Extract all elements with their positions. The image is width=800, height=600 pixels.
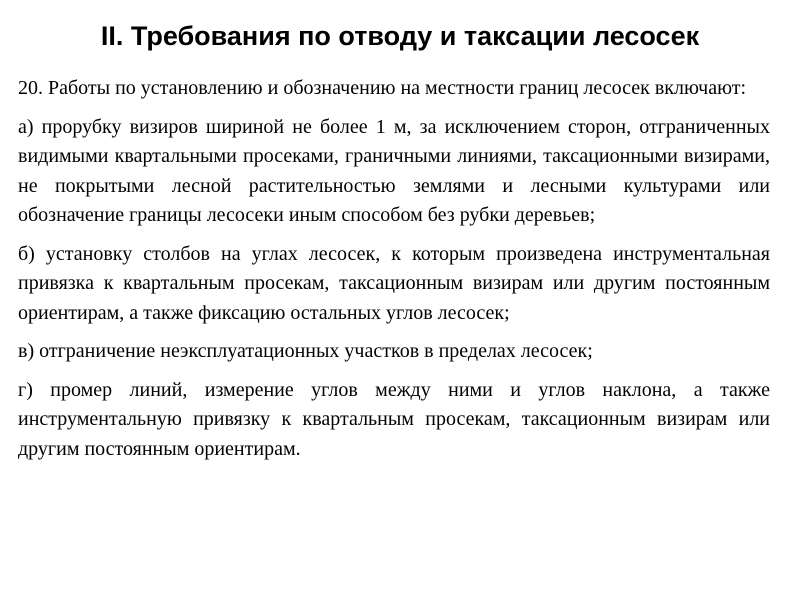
paragraph-item-v: в) отграничение неэксплуатационных участков в пределах лесосек; [18, 340, 593, 362]
slide-body [18, 74, 770, 473]
slide-title: II. Требования по отводу и таксации лесосек [100, 21, 700, 51]
paragraph-intro: 20. Работы по установлению и обозначению на местности границ лесосек включают: [18, 77, 747, 99]
paragraph-item-a: а) прорубку визиров шириной не более 1 м, за исключением сторон, отграниченных видимыми квартальными просеками, граничными линиями, таксационными визирами, не покрытыми лесной растительностью землями и лесными культурами или обозначение границы лесосеки иным способом без рубки деревьев; [18, 115, 770, 226]
paragraph-item-g: г) промер линий, измерение углов между ними и углов наклона, а также инструментальную привязку к квартальным просекам, таксационным визирам или другим постоянным ориентирам. [18, 378, 770, 460]
paragraph-item-b: б) установку столбов на углах лесосек, к которым произведена инструментальная привязка к квартальным просекам, таксационным визирам или другим постоянным ориентирам, а также фиксацию остальных углов лесосек; [18, 242, 770, 324]
